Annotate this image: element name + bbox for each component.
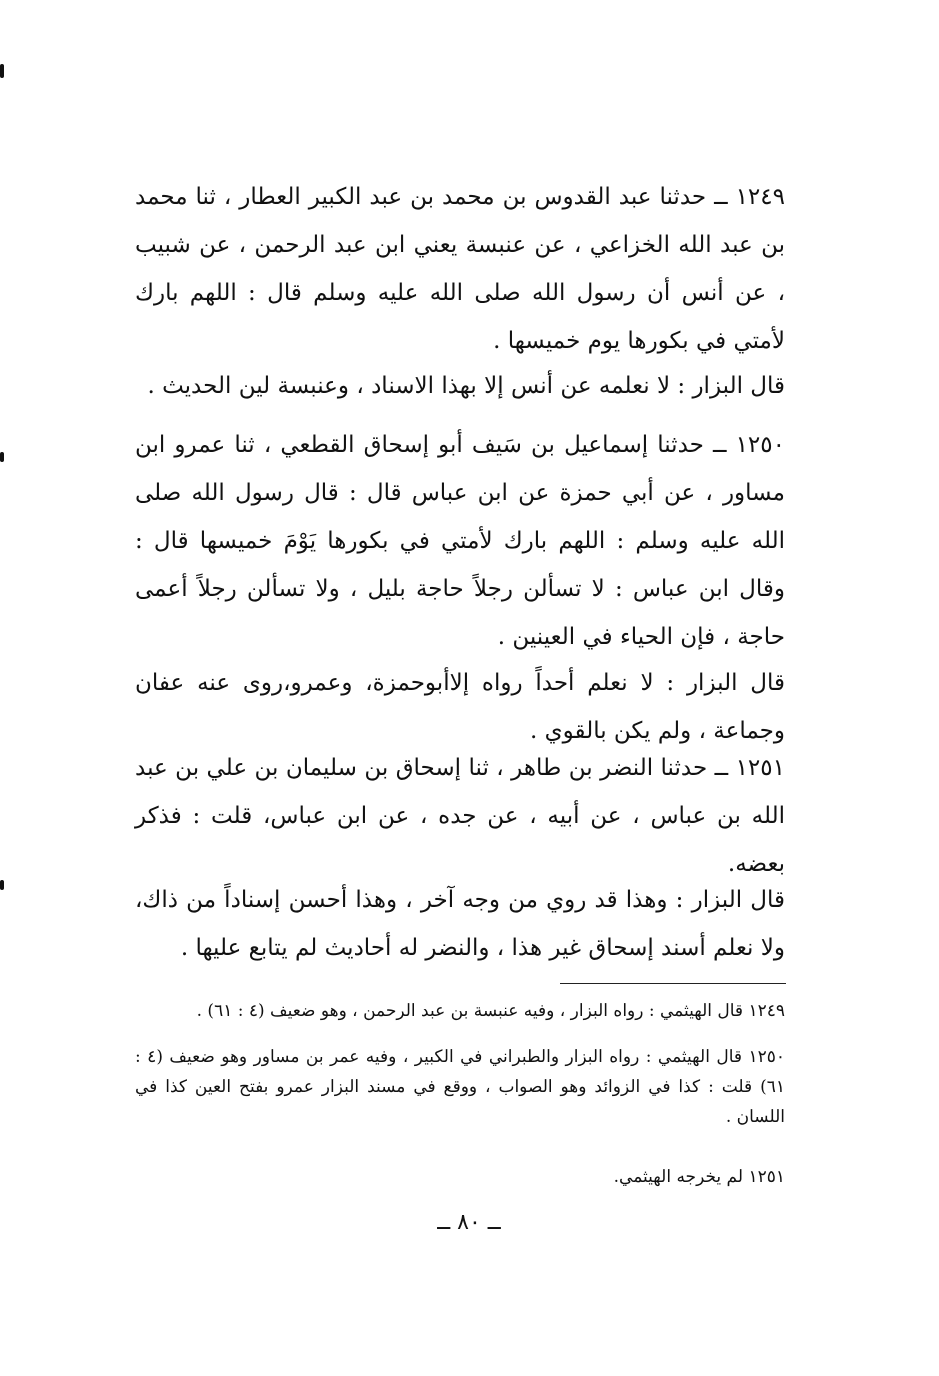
bazzar-comment-1250: قال البزار : لا نعلم أحداً رواه إلاأبوحمزة، وعمرو،روى عنه عفان وجماعة ، ولم يكن بالقوي .	[135, 670, 785, 744]
bazzar-comment-1249: قال البزار : لا نعلمه عن أنس إلا بهذا الاسناد ، وعنبسة لين الحديث .	[147, 373, 785, 399]
hadith-paragraph-1250: ١٢٥٠ ــ حدثنا إسماعيل بن سَيف أبو إسحاق القطعي ، ثنا عمرو ابن مساور ، عن أبي حمزة عن ابن عباس قال : قال رسول الله صلى الله عليه وسلم : اللهم بارك لأمتي في بكورها يَوْمَ خميسها قال : وقال ابن عباس : لا تسألن رجلاً حاجة بليل ، ولا تسألن رجلاً أعمى حاجة ، فإن الحياء في العينين .	[135, 432, 785, 650]
footnote-1251: ١٢٥١ لم يخرجه الهيثمي.	[613, 1167, 785, 1187]
page-number: ــ ٨٠ ــ	[437, 1210, 501, 1235]
hadith-paragraph-1249: ١٢٤٩ ــ حدثنا عبد القدوس بن محمد بن عبد الكبير العطار ، ثنا محمد بن عبد الله الخزاعي ، عن عنبسة يعني ابن عبد الرحمن ، عن شبيب ، عن أنس أن رسول الله صلى الله عليه وسلم قال : اللهم بارك لأمتي في بكورها يوم خميسها .	[135, 184, 785, 354]
footnote-1250: ١٢٥٠ قال الهيثمي : رواه البزار والطبراني في الكبير ، وفيه عمر بن مساور وهو ضعيف (٤ : ٦١) قلت : كذا في الزوائد وهو الصواب ، ووقع في مسند البزار عمرو بفتح العين كذا في اللسان .	[135, 1047, 785, 1127]
scan-edge-mark	[0, 880, 4, 890]
hadith-paragraph-1251: ١٢٥١ ــ حدثنا النضر بن طاهر ، ثنا إسحاق بن سليمان بن علي بن عبد الله بن عباس ، عن أبيه ، عن جده ، عن ابن عباس، قلت : فذكر بعضه.	[135, 755, 785, 877]
scan-edge-mark	[0, 64, 4, 78]
footnote-1249: ١٢٤٩ قال الهيثمي : رواه البزار ، وفيه عنبسة بن عبد الرحمن ، وهو ضعيف (٤ : ٦١) .	[196, 1001, 785, 1021]
bazzar-comment-1251: قال البزار : وهذا قد روي من وجه آخر ، وهذا أحسن إسناداً من ذاك، ولا نعلم أسند إسحاق غير هذا ، والنضر له أحاديث لم يتابع عليها .	[135, 887, 785, 961]
footnote-separator	[560, 983, 786, 984]
scan-edge-mark	[0, 452, 4, 462]
